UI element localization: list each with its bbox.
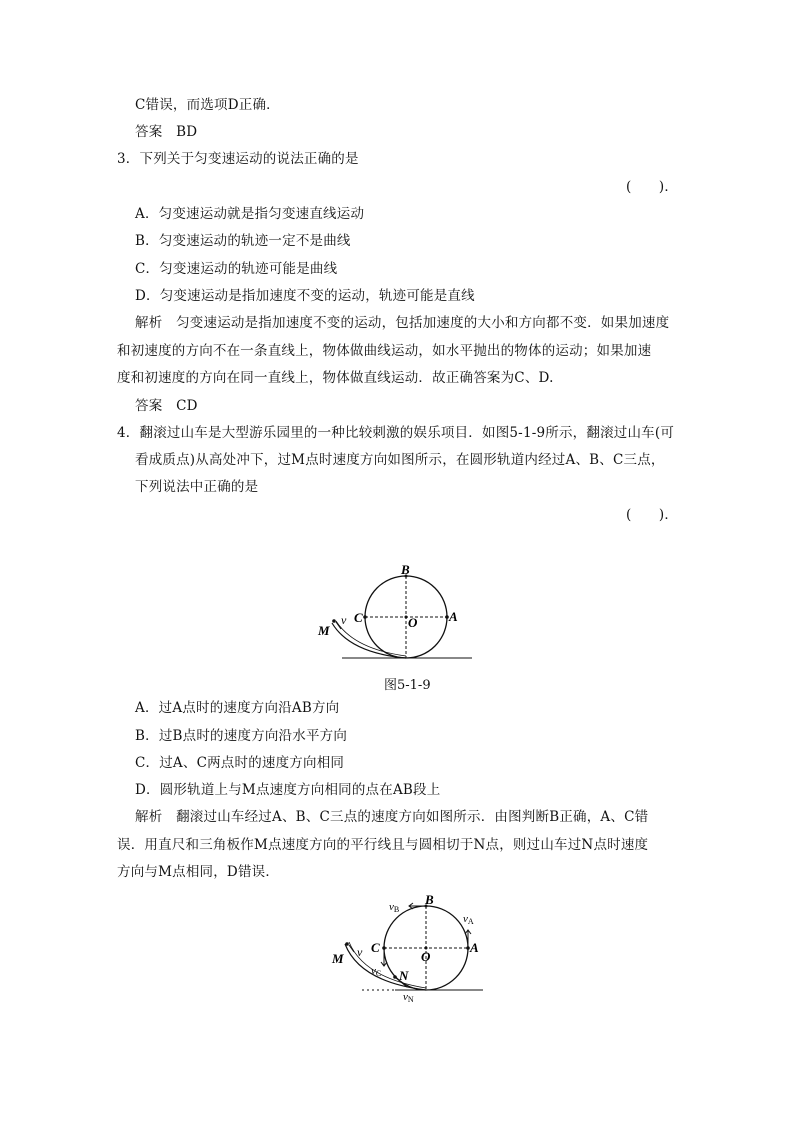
figure-5-1-9	[300, 555, 500, 665]
q3-option-a: A．匀变速运动就是指匀变速直线运动	[135, 206, 365, 222]
label-a: A	[449, 609, 458, 624]
figure-caption: 图5-1-9	[384, 678, 431, 693]
label-c: C	[371, 940, 380, 955]
q4-option-c: C．过A、C两点时的速度方向相同	[135, 755, 345, 771]
vm-arrow	[349, 945, 354, 952]
q4-answer-blank: ( )．	[626, 507, 679, 523]
figure-solution	[325, 890, 495, 1005]
q4-analysis-line-2: 误．用直尺和三角板作M点速度方向的平行线且与圆相切于N点，则过山车过N点时速度	[117, 837, 649, 853]
q4-option-d: D．圆形轨道上与M点速度方向相同的点在AB段上	[135, 782, 441, 798]
q3-answer: 答案 CD	[135, 398, 198, 414]
q4-option-b: B．过B点时的速度方向沿水平方向	[135, 728, 348, 744]
label-m: M	[318, 623, 330, 638]
label-c: C	[354, 610, 363, 625]
q3-option-c: C．匀变速运动的轨迹可能是曲线	[135, 261, 338, 277]
q2-tail-text: C错误，而选项D正确．	[135, 97, 280, 113]
label-n: N	[399, 968, 409, 983]
label-vn: vN	[403, 991, 414, 1004]
q3-stem: 3．下列关于匀变速运动的说法正确的是	[117, 151, 359, 167]
label-vb: vB	[389, 901, 400, 914]
point-c	[382, 946, 386, 950]
point-n	[393, 975, 397, 979]
q4-stem-line-3: 下列说法中正确的是	[135, 479, 259, 495]
label-vc: vC	[371, 965, 382, 978]
q4-analysis-line-3: 方向与M点相同，D错误．	[117, 864, 280, 880]
label-m: M	[332, 951, 344, 966]
label-o: O	[421, 949, 431, 964]
q2-answer: 答案 BD	[135, 124, 198, 140]
label-a: A	[470, 940, 479, 955]
point-m	[345, 942, 349, 946]
q3-analysis-line-1: 解析 匀变速运动是指加速度不变的运动，包括加速度的大小和方向都不变．如果加速度	[135, 315, 670, 331]
label-o: O	[408, 615, 418, 630]
label-va: vA	[463, 913, 474, 926]
q4-option-a: A．过A点时的速度方向沿AB方向	[135, 700, 340, 716]
point-m	[332, 619, 336, 623]
label-v: v	[357, 945, 363, 959]
q3-analysis-line-3: 度和初速度的方向在同一直线上，物体做直线运动．故正确答案为C、D.	[117, 370, 554, 386]
q4-stem-line-1: 4．翻滚过山车是大型游乐园里的一种比较刺激的娱乐项目．如图5-1-9所示，翻滚过山车(可	[117, 425, 675, 441]
q3-option-d: D．匀变速运动是指加速度不变的运动，轨迹可能是直线	[135, 288, 475, 304]
label-v: v	[341, 613, 347, 627]
q4-analysis-line-1: 解析 翻滚过山车经过A、B、C三点的速度方向如图所示．由图判断B正确，A、C错	[135, 809, 649, 825]
q3-option-b: B．匀变速运动的轨迹一定不是曲线	[135, 233, 351, 249]
q3-answer-blank: ( )．	[626, 179, 679, 195]
label-b: B	[425, 892, 434, 907]
point-c	[363, 615, 367, 619]
q4-stem-line-2: 看成质点)从高处冲下，过M点时速度方向如图所示，在圆形轨道内经过A、B、C三点，	[135, 452, 665, 468]
label-b: B	[401, 562, 410, 577]
incoming-track	[332, 623, 406, 658]
q3-analysis-line-2: 和初速度的方向不在一条直线上，物体做曲线运动，如水平抛出的物体的运动；如果加速	[117, 343, 652, 359]
